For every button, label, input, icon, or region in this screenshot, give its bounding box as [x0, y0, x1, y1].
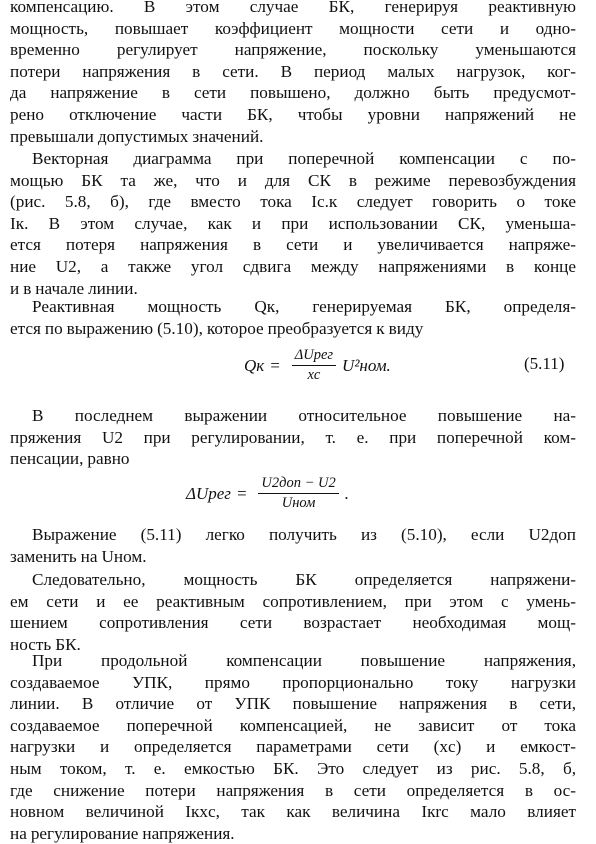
- fraction: [292, 347, 336, 384]
- equation-lhs: ΔUрег: [186, 483, 231, 503]
- text-line: создаваемое УПК, прямо пропорционально току нагрузки: [10, 672, 576, 692]
- fraction-denominator: Uном: [281, 495, 316, 511]
- paragraph-5: [10, 524, 576, 567]
- text-line: и в начале линии.: [10, 278, 138, 298]
- text-line: (рис. 5.8, б), где вместо тока Iс.к следует говорить о токе: [10, 192, 576, 212]
- text-line: мощью БК та же, что и для СК в режиме перевозбуждения: [10, 170, 576, 190]
- text-line: превышали допустимых значений.: [10, 126, 264, 146]
- equation-number: (5.11): [524, 354, 565, 373]
- fraction-numerator: ΔUрег: [292, 347, 336, 366]
- text-line: ным током, т. е. емкостью БК. Это следует из рис. 5.8, б,: [10, 758, 576, 778]
- text-line: потери напряжения в сети. В период малых нагрузок, ког-: [10, 61, 576, 81]
- text-line: компенсацию. В этом случае БК, генерируя реактивную: [10, 0, 576, 16]
- text-line: мощность, повышает коэффициент мощности сети и одно-: [10, 18, 576, 38]
- text-line: на регулирование напряжения.: [10, 823, 235, 843]
- equals-sign: =: [269, 355, 281, 375]
- equals-sign: =: [235, 483, 248, 503]
- equation-lhs: Qк: [244, 355, 265, 375]
- equation-delta-u: [186, 475, 349, 512]
- text-line: В последнем выражении относительное повышение на-: [32, 406, 576, 425]
- fraction-numerator: U2доп − U2: [258, 475, 338, 494]
- equation-end: .: [344, 483, 349, 503]
- text-line: Векторная диаграмма при поперечной компенсации с по-: [32, 149, 576, 168]
- text-line: да напряжение в сети повышено, должно быть предусмот-: [10, 83, 576, 103]
- paragraph-1: [10, 0, 576, 147]
- fraction: [258, 475, 338, 512]
- text-line: нагрузки и определяется параметрами сети (xс) и емкост-: [10, 737, 576, 757]
- text-line: Выражение (5.11) легко получить из (5.10), если U2доп: [32, 525, 576, 544]
- text-line: ется потеря напряжения в сети и увеличивается напряже-: [10, 235, 576, 255]
- text-line: ется по выражению (5.10), которое преобразуется к виду: [10, 318, 424, 338]
- text-line: временно регулирует напряжение, поскольку уменьшаются: [10, 40, 576, 60]
- equation-factor: U²ном.: [342, 355, 391, 375]
- paragraph-3: [10, 296, 576, 339]
- text-line: шением сопротивления сети возрастает необходимая мощ-: [10, 613, 576, 633]
- fraction-denominator: xс: [307, 367, 321, 383]
- text-line: ность БК.: [10, 634, 81, 654]
- text-line: линии. В отличие от УПК повышение напряжения в сети,: [10, 694, 576, 714]
- text-line: Iк. В этом случае, как и при использовании СК, уменьша-: [10, 213, 576, 233]
- text-line: пряжения U2 при регулировании, т. е. при поперечной ком-: [10, 427, 576, 447]
- paragraph-7: [10, 650, 576, 844]
- text-line: Реактивная мощность Qк, генерируемая БК, определя-: [32, 297, 576, 316]
- text-line: заменить на Uном.: [10, 546, 147, 566]
- text-line: пенсации, равно: [10, 449, 130, 469]
- text-line: новном величиной Iкxс, так как величина Iкrс мало влияет: [10, 802, 576, 822]
- equation-5-11: [244, 347, 391, 384]
- paragraph-2: [10, 148, 576, 299]
- text-line: ем сети и ее реактивным сопротивлением, при этом с умень-: [10, 591, 576, 611]
- text-line: ние U2, а также угол сдвига между напряжениями в конце: [10, 256, 576, 276]
- text-line: Следовательно, мощность БК определяется напряжени-: [32, 570, 576, 589]
- text-line: где снижение потери напряжения в сети определяется в ос-: [10, 780, 576, 800]
- text-line: При продольной компенсации повышение напряжения,: [32, 651, 576, 670]
- paragraph-6: [10, 569, 576, 655]
- text-line: рено отключение части БК, чтобы уровни напряжений не: [10, 104, 576, 124]
- text-line: создаваемое поперечной компенсацией, не зависит от тока: [10, 715, 576, 735]
- paragraph-4: [10, 405, 576, 470]
